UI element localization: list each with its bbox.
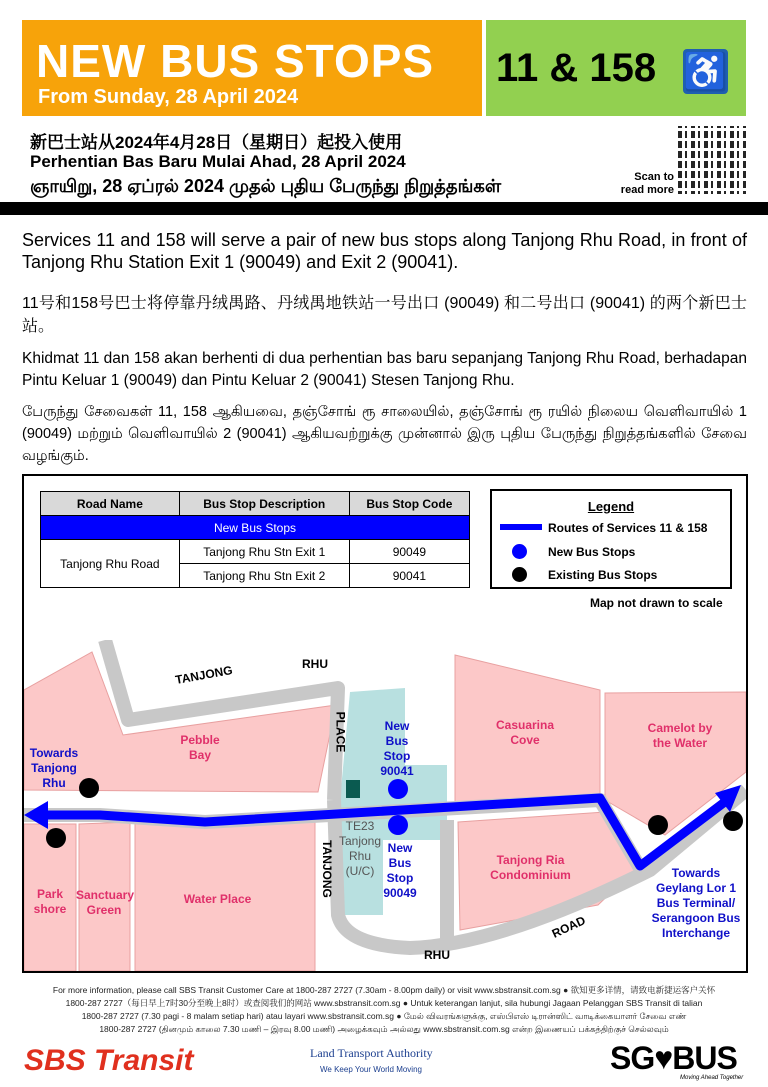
footer-info [30, 984, 738, 1036]
sgbus-logo: SG♥BUS [610, 1040, 737, 1076]
divider [0, 202, 768, 215]
label-stop-90041: New Bus Stop 90041 [380, 719, 414, 778]
col-header: Bus Stop Code [349, 492, 469, 516]
legend [490, 489, 732, 589]
existing-stop [648, 815, 668, 835]
new-stop-icon [512, 544, 527, 559]
label-pebble-bay: Pebble Bay [180, 733, 220, 762]
scale-note: Map not drawn to scale [590, 596, 723, 610]
subtitle-tamil: ஞாயிறு, 28 ஏப்ரல் 2024 முதல் புதிய பேருந்து நிறுத்தங்கள் [30, 176, 502, 196]
new-stop-90041 [388, 779, 408, 799]
col-header: Bus Stop Description [179, 492, 349, 516]
mrt-icon [346, 780, 360, 798]
legend-route: Routes of Services 11 & 158 [548, 521, 708, 535]
col-header: Road Name [41, 492, 180, 516]
road-label: PLACE [333, 711, 348, 753]
label-sanctuary: Sanctuary Green [76, 888, 135, 917]
qr-label: Scan to [634, 171, 674, 183]
existing-stop [723, 811, 743, 831]
wheelchair-icon: ♿ [683, 51, 728, 92]
label-casuarina: Casuarina Cove [495, 718, 555, 747]
subtitle-malay: Perhentian Bas Baru Mulai Ahad, 28 April 2024 [30, 152, 406, 171]
existing-stop [46, 828, 66, 848]
legend-title: Legend [587, 499, 635, 514]
stop-code: 90041 [349, 564, 469, 588]
effective-date: From Sunday, 28 April 2024 [38, 86, 299, 108]
road-label: TANJONG [174, 663, 234, 687]
legend-new: New Bus Stops [548, 545, 636, 559]
stop-code: 90049 [349, 540, 469, 564]
stop-desc: Tanjong Rhu Stn Exit 2 [179, 564, 349, 588]
label-stop-90049: New Bus Stop 90049 [383, 841, 417, 900]
road-name: Tanjong Rhu Road [41, 540, 180, 588]
body-english: Services 11 and 158 will serve a pair of new bus stops along Tanjong Rhu Road, in front of Tanjong Rhu Station Exit 1 (90049) and Exit 2 (90041). [22, 230, 747, 272]
body-chinese: 11号和158号巴士将停靠丹绒禺路、丹绒禺地铁站一号出口 (90049) 和二号出口 (90041) 的两个新巴士站。 [22, 295, 747, 335]
label-station: TE23 Tanjong Rhu (U/C) [338, 819, 382, 878]
footer-line: For more information, please call SBS Transit Customer Care at 1800-287 2727 (7.30am - 8.00pm daily) or visit www.sbstransit.com.sg ● 欲知更多详情，请致电新捷运客户关怀 [52, 985, 716, 995]
lta-tagline: We Keep Your World Moving [320, 1065, 422, 1074]
existing-stop-icon [512, 567, 527, 582]
sgbus-tagline: Moving Ahead Together [680, 1075, 744, 1081]
new-stop-90049 [388, 815, 408, 835]
label-towards-west: Towards Tanjong Rhu [29, 746, 79, 790]
subtitle-chinese: 新巴士站从2024年4月28日（星期日）起投入使用 [30, 133, 403, 152]
label-water-place: Water Place [183, 892, 252, 906]
body-tamil: பேருந்து சேவைகள் 11, 158 ஆகியவை, தஞ்சோங் ரூ சாலையில், தஞ்சோங் ரூ ரயில் நிலைய வெளிவாயில் 1 (90049) மற்றும் வெளிவாயில் 2 (90041) ஆகியவற்றுக்கு முன்னால் இரு புதிய பேருந்து நிறுத்தங்களில் சேவை வழங்கும். [22, 404, 747, 464]
section-row: New Bus Stops [41, 516, 470, 540]
road-label: ROAD [549, 913, 588, 941]
lta-logo: Land Transport Authority [310, 1046, 433, 1060]
road-label: RHU [302, 657, 328, 671]
legend-existing: Existing Bus Stops [548, 568, 658, 582]
qr-code-icon[interactable] [678, 126, 746, 194]
road-label: TANJONG [319, 840, 334, 898]
bus-stop-table [40, 491, 470, 588]
services-banner [486, 20, 746, 116]
route-line-icon [500, 524, 542, 530]
road-label: RHU [424, 948, 450, 962]
route-map [24, 640, 746, 971]
footer-line: 1800-287 2727（每日早上7时30分至晚上8时）或查阅我们的网站 www.sbstransit.com.sg ● Untuk keterangan lanjut, sila hubungi Jagaan Pelanggan SBS Transit di talian [65, 998, 703, 1008]
qr-label: read more [620, 184, 674, 196]
label-park-shore: Park shore [33, 887, 67, 916]
label-tanjong-ria: Tanjong Ria Condominium [490, 853, 571, 882]
label-camelot: Camelot by the Water [647, 721, 713, 750]
title-banner [22, 20, 482, 116]
page-title: NEW BUS STOPS [36, 35, 435, 87]
label-towards-east: Towards Geylang Lor 1 Bus Terminal/ Serangoon Bus Interchange [651, 866, 741, 940]
table-row [41, 540, 470, 564]
stop-desc: Tanjong Rhu Stn Exit 1 [179, 540, 349, 564]
footer-line: 1800-287 2727 (தினமும் காலை 7.30 மணி – இரவு 8.00 மணி) அழைக்கவும் அல்லது www.sbstransit.com.sg என்ற இணையப் பக்கத்திற்குச் செல்லவும் [99, 1024, 669, 1034]
sbs-transit-logo: SBS Transit [24, 1044, 194, 1077]
footer-line: 1800-287 2727 (7.30 pagi - 8 malam setiap hari) atau layari www.sbstransit.com.sg ● மேல் விவரங்களுக்கு, எஸ்பிஎஸ் டிரான்ஸிட் வாடிக்கையாளர் சேவை எண் [81, 1011, 687, 1021]
body-malay: Khidmat 11 dan 158 akan berhenti di dua perhentian bas baru sepanjang Tanjong Rhu Road, berhadapan Pintu Keluar 1 (90049) dan Pintu Keluar 2 (90041) Stesen Tanjong Rhu. [22, 350, 747, 389]
service-numbers: 11 & 158 [496, 46, 657, 90]
